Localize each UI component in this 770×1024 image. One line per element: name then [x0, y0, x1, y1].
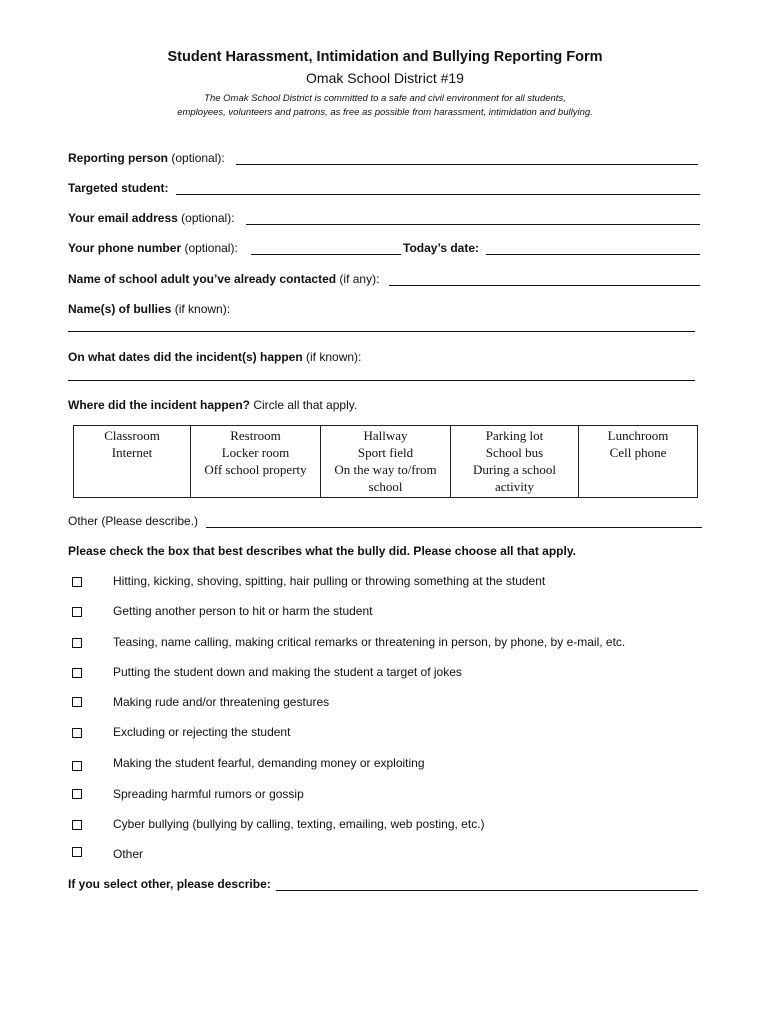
checkbox-label: Cyber bullying (bullying by calling, texting, emailing, web posting, etc.) [113, 817, 485, 831]
adult-contacted-optional: (if any): [336, 272, 380, 286]
other-select-field[interactable] [276, 890, 698, 891]
reporting-person-optional: (optional): [168, 151, 225, 165]
phone-text: Your phone number [68, 241, 182, 255]
reporting-person-label [68, 150, 225, 166]
other-describe-label: Other (Please describe.) [68, 514, 199, 528]
intro-statement [0, 92, 770, 120]
dates-text: On what dates did the incident(s) happen [68, 350, 303, 364]
location-option[interactable]: Classroom [104, 428, 160, 443]
email-label [68, 210, 235, 226]
checkbox-harm-by-other[interactable] [72, 607, 82, 617]
intro-line-2: employees, volunteers and patrons, as free as possible from harassment, intimidation and bullying. [177, 107, 593, 118]
checkbox-label: Spreading harmful rumors or gossip [113, 787, 304, 801]
location-option[interactable]: Lunchroom [607, 428, 669, 443]
location-option[interactable]: Locker room [221, 445, 290, 460]
bullies-label [68, 301, 230, 317]
location-option[interactable]: Hallway [363, 428, 408, 443]
checkbox-teasing[interactable] [72, 638, 82, 648]
checkbox-label: Hitting, kicking, shoving, spitting, hair pulling or throwing something at the student [113, 574, 546, 588]
location-option[interactable]: Restroom [230, 428, 281, 443]
locations-column-1 [74, 426, 191, 498]
phone-label [68, 240, 238, 256]
phone-optional: (optional): [181, 241, 238, 255]
location-option[interactable]: Parking lot [485, 428, 544, 443]
todays-date-label: Today’s date: [403, 241, 480, 255]
checkbox-other[interactable] [72, 847, 82, 857]
checklist-heading: Please check the box that best describes what the bully did. Please choose all that apply. [68, 544, 576, 558]
checkbox-label: Other [113, 847, 144, 861]
checkbox-gestures[interactable] [72, 697, 82, 707]
email-optional: (optional): [177, 211, 235, 225]
where-text: Where did the incident happen? [68, 398, 251, 412]
email-text: Your email address [68, 211, 178, 225]
checkbox-hitting[interactable] [72, 577, 82, 587]
phone-field[interactable] [251, 254, 401, 255]
adult-contacted-field[interactable] [389, 285, 700, 286]
checkbox-label: Making rude and/or threatening gestures [113, 695, 330, 709]
locations-table [73, 425, 698, 498]
where-label [68, 397, 357, 413]
checkbox-rumors[interactable] [72, 789, 82, 799]
checkbox-label: Teasing, name calling, making critical remarks or threatening in person, by phone, by e-mail, etc. [113, 635, 626, 649]
checkbox-putting-down[interactable] [72, 668, 82, 678]
where-hint: Circle all that apply. [250, 398, 358, 412]
other-describe-field[interactable] [206, 527, 702, 528]
locations-row [74, 426, 698, 498]
targeted-student-field[interactable] [176, 194, 700, 195]
checkbox-label: Making the student fearful, demanding money or exploiting [113, 756, 425, 770]
adult-contacted-text: Name of school adult you’ve already contacted [68, 272, 337, 286]
checkbox-label: Getting another person to hit or harm the student [113, 604, 373, 618]
bullies-text: Name(s) of bullies [68, 302, 172, 316]
locations-column-5 [579, 426, 698, 498]
intro-line-1: The Omak School District is committed to a safe and civil environment for all students, [204, 93, 566, 104]
dates-label [68, 349, 361, 365]
checkbox-label: Putting the student down and making the student a target of jokes [113, 665, 462, 679]
checkbox-excluding[interactable] [72, 728, 82, 738]
bullies-field[interactable] [68, 331, 695, 332]
checkbox-cyber-bullying[interactable] [72, 820, 82, 830]
reporting-person-text: Reporting person [68, 151, 169, 165]
form-title: Student Harassment, Intimidation and Bullying Reporting Form [167, 49, 603, 65]
todays-date-field[interactable] [486, 254, 700, 255]
location-option[interactable]: Internet [111, 445, 153, 460]
checkbox-fearful[interactable] [72, 761, 82, 771]
locations-column-4 [451, 426, 579, 498]
adult-contacted-label [68, 271, 379, 287]
reporting-person-field[interactable] [236, 164, 698, 165]
location-option[interactable]: Sport field [357, 445, 414, 460]
dates-optional: (if known): [302, 350, 362, 364]
locations-column-2 [191, 426, 321, 498]
location-option[interactable]: Cell phone [609, 445, 667, 460]
checkbox-label: Excluding or rejecting the student [113, 725, 291, 739]
location-option[interactable]: On the way to/from school [334, 462, 437, 494]
location-option[interactable]: Off school property [204, 462, 307, 477]
district-name: Omak School District #19 [306, 70, 464, 86]
location-option[interactable]: School bus [485, 445, 544, 460]
bullies-optional: (if known): [171, 302, 231, 316]
email-field[interactable] [246, 224, 700, 225]
other-select-label: If you select other, please describe: [68, 877, 271, 891]
locations-column-3 [321, 426, 451, 498]
location-option[interactable]: During a school activity [472, 462, 557, 494]
dates-field[interactable] [68, 380, 695, 381]
targeted-student-label: Targeted student: [68, 181, 169, 195]
